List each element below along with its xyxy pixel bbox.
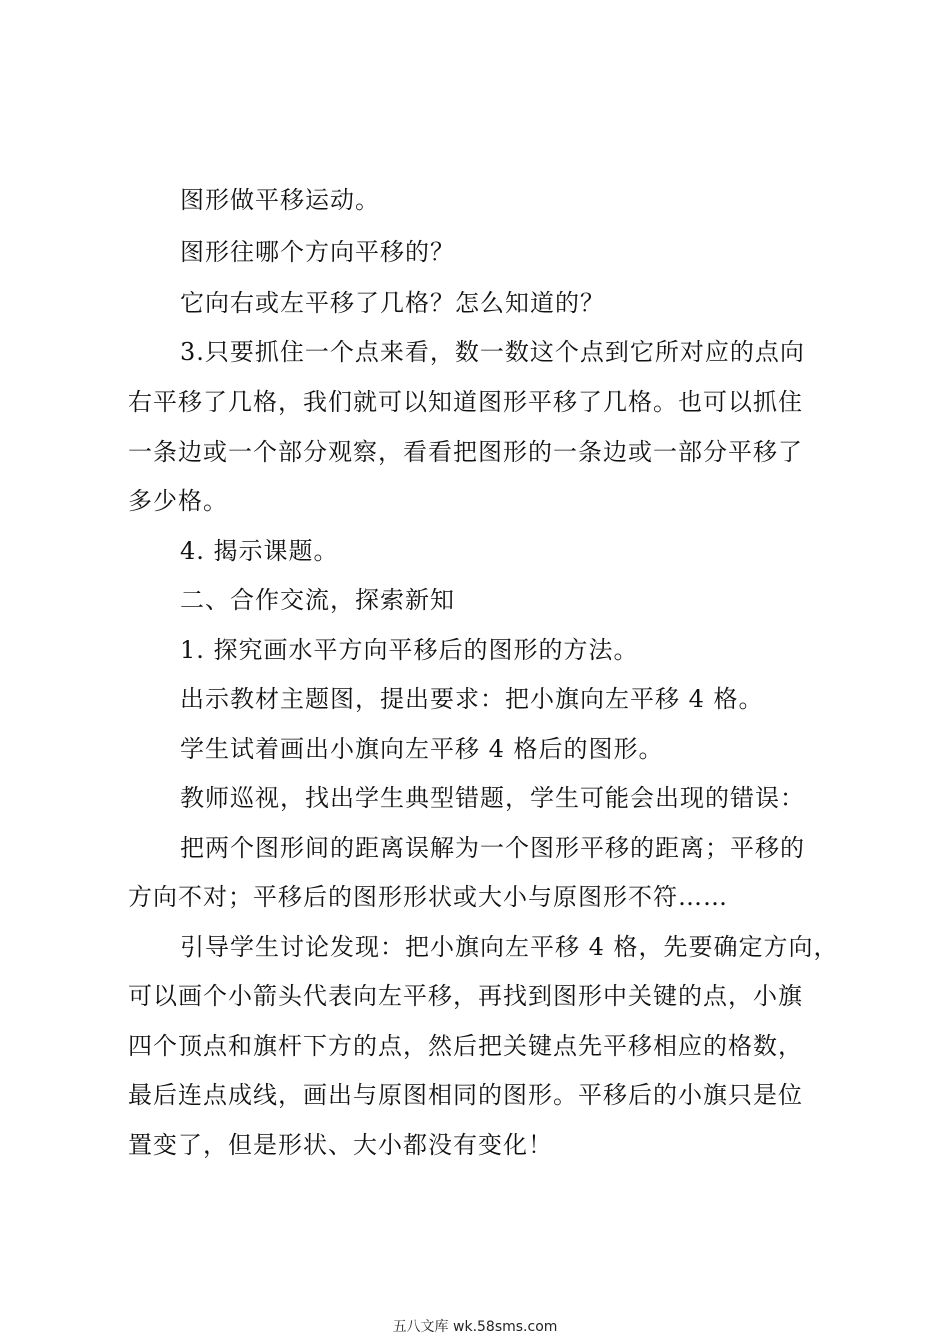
paragraph-line: 出示教材主题图，提出要求：把小旗向左平移 4 格。	[180, 685, 764, 713]
paragraph-line: 多少格。	[128, 487, 228, 515]
paragraph-line: 四个顶点和旗杆下方的点，然后把关键点先平移相应的格数，	[128, 1032, 803, 1060]
paragraph-line: 教师巡视，找出学生典型错题，学生可能会出现的错误：	[180, 784, 805, 812]
section-heading: 二、合作交流，探索新知	[180, 586, 455, 614]
paragraph-line: 一条边或一个部分观察，看看把图形的一条边或一部分平移了	[128, 438, 803, 466]
paragraph-line: 引导学生讨论发现：把小旗向左平移 4 格，先要确定方向，	[180, 933, 839, 961]
paragraph-line: 右平移了几格，我们就可以知道图形平移了几格。也可以抓住	[128, 388, 803, 416]
paragraph-line: 3.只要抓住一个点来看，数一数这个点到它所对应的点向	[180, 338, 805, 366]
paragraph-line: 最后连点成线，画出与原图相同的图形。平移后的小旗只是位	[128, 1081, 803, 1109]
paragraph-line: 把两个图形间的距离误解为一个图形平移的距离；平移的	[180, 834, 805, 862]
paragraph-line: 置变了，但是形状、大小都没有变化！	[128, 1131, 553, 1159]
paragraph-line: 它向右或左平移了几格？怎么知道的？	[180, 289, 605, 317]
paragraph-line: 学生试着画出小旗向左平移 4 格后的图形。	[180, 735, 664, 763]
paragraph-line: 4. 揭示课题。	[180, 537, 339, 565]
paragraph-line: 图形往哪个方向平移的？	[180, 238, 455, 266]
paragraph-line: 方向不对；平移后的图形形状或大小与原图形不符……	[128, 883, 728, 911]
paragraph-line: 1. 探究画水平方向平移后的图形的方法。	[180, 636, 639, 664]
page-footer: 五八文库 wk.58sms.com	[392, 1319, 558, 1335]
paragraph-line: 图形做平移运动。	[180, 186, 380, 214]
paragraph-line: 可以画个小箭头代表向左平移，再找到图形中关键的点，小旗	[128, 982, 803, 1010]
